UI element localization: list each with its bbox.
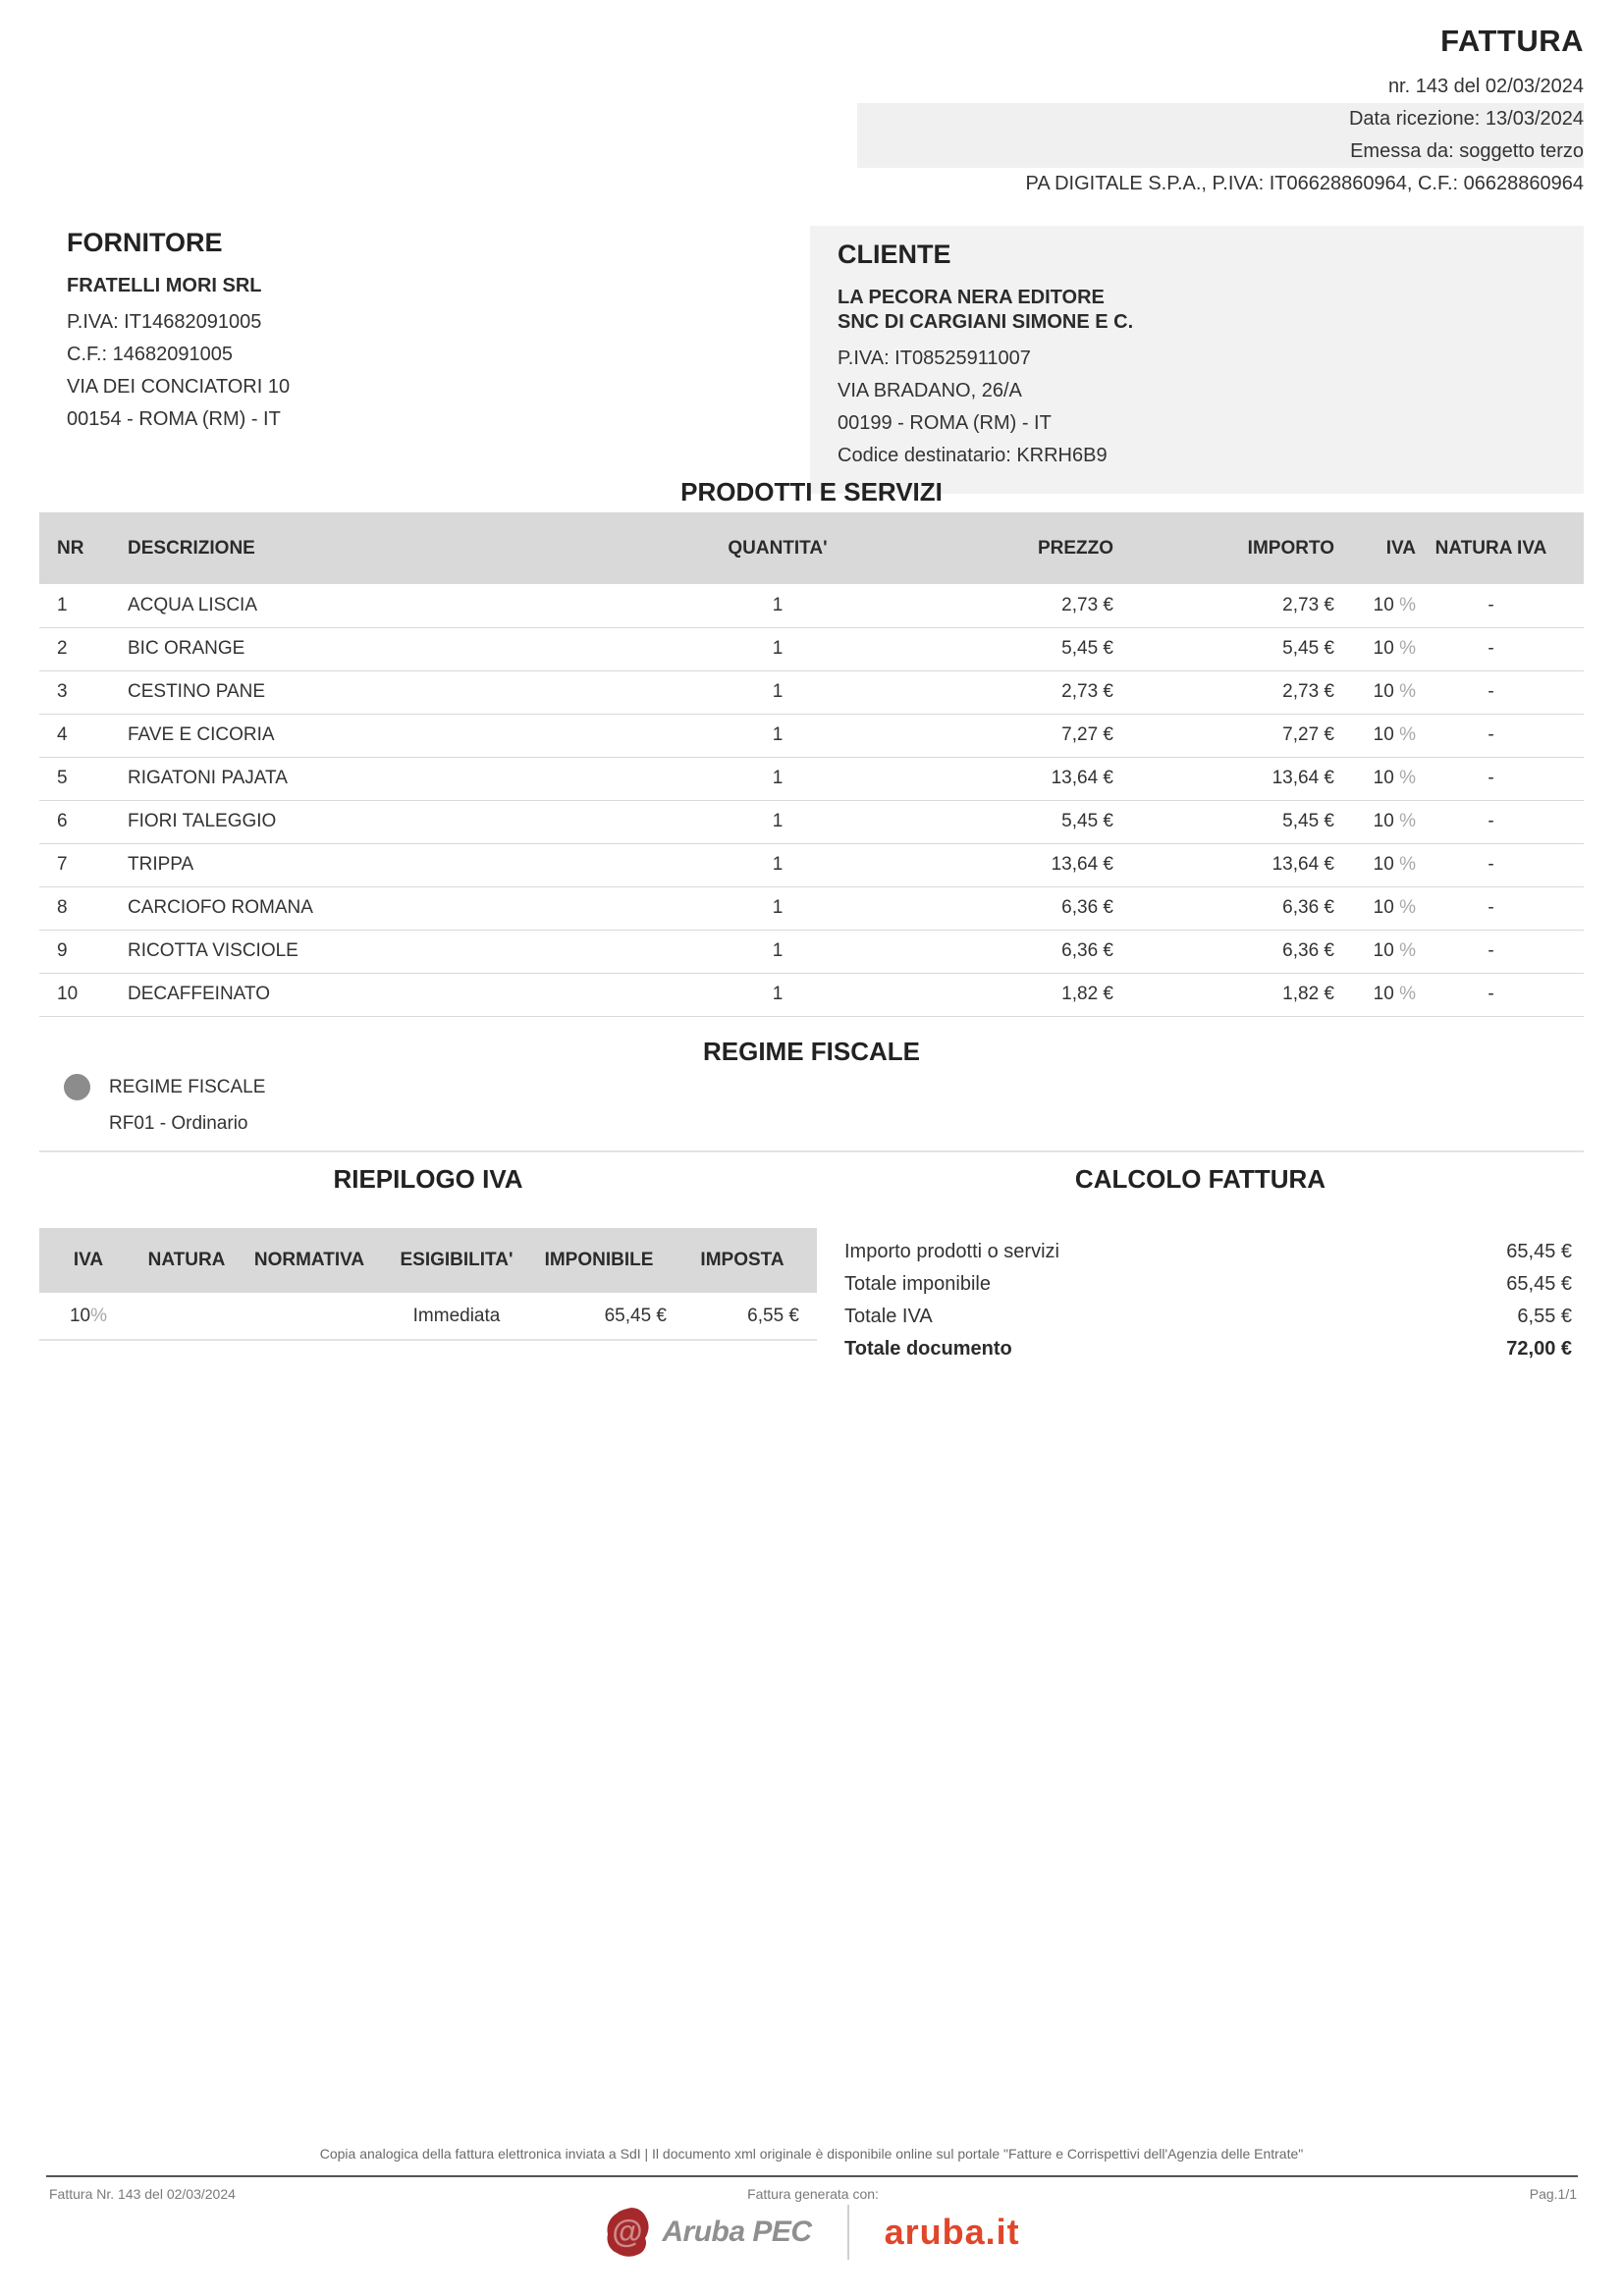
product-row xyxy=(39,714,1584,757)
product-price: 5,45 € xyxy=(866,800,1114,843)
totals-label: Importo prodotti o servizi xyxy=(844,1241,1059,1262)
col-header-iva: IVA xyxy=(1335,512,1417,584)
supplier-name: FRATELLI MORI SRL xyxy=(67,275,262,296)
customer-title: CLIENTE xyxy=(838,240,951,269)
products-section-title: PRODOTTI E SERVIZI xyxy=(680,477,943,507)
product-description: BIC ORANGE xyxy=(90,627,689,670)
product-description: TRIPPA xyxy=(90,843,689,886)
vat-exigibility: Immediata xyxy=(383,1293,530,1340)
totals-value: 65,45 € xyxy=(1506,1241,1572,1262)
products-table xyxy=(39,512,1584,1017)
aruba-it-logo: aruba.it xyxy=(884,2212,1020,2252)
product-nr: 5 xyxy=(39,757,90,800)
footer-disclaimer: Copia analogica della fattura elettronica inviata a SdI | Il documento xml originale è disponibile online sul portale "Fatture e Corrispettivi dell'Agenzia delle Entrate" xyxy=(319,2146,1304,2162)
product-description: CARCIOFO ROMANA xyxy=(90,886,689,930)
product-row xyxy=(39,627,1584,670)
col-header-prezzo: PREZZO xyxy=(866,512,1114,584)
product-amount: 5,45 € xyxy=(1114,627,1335,670)
summary-section xyxy=(39,1164,1584,1365)
vat-col-imposta: IMPOSTA xyxy=(668,1228,817,1293)
vat-col-esigibilita: ESIGIBILITA' xyxy=(383,1228,530,1293)
totals-label: Totale imponibile xyxy=(844,1273,991,1295)
issued-by-line: Emessa da: soggetto terzo xyxy=(857,135,1584,168)
totals-row xyxy=(844,1333,1572,1365)
totals-row xyxy=(844,1268,1572,1301)
vat-summary-row xyxy=(39,1293,817,1340)
supplier-fiscal-code: C.F.: 14682091005 xyxy=(67,344,234,365)
intermediary-line: PA DIGITALE S.P.A., P.IVA: IT06628860964, C.F.: 06628860964 xyxy=(1025,173,1584,194)
product-row xyxy=(39,843,1584,886)
vat-col-natura: NATURA xyxy=(137,1228,236,1293)
product-quantity: 1 xyxy=(689,670,866,714)
product-description: FIORI TALEGGIO xyxy=(90,800,689,843)
totals-value: 72,00 € xyxy=(1506,1338,1572,1360)
invoice-totals-rows xyxy=(844,1236,1572,1365)
product-description: RICOTTA VISCIOLE xyxy=(90,930,689,973)
col-header-descrizione: DESCRIZIONE xyxy=(90,512,689,584)
parties-section xyxy=(39,226,1584,494)
vat-rate: 10% xyxy=(39,1293,137,1340)
vat-summary-header xyxy=(39,1228,817,1293)
product-vat-nature: - xyxy=(1417,584,1584,627)
product-price: 13,64 € xyxy=(866,843,1114,886)
product-vat-nature: - xyxy=(1417,800,1584,843)
col-header-natura-iva: NATURA IVA xyxy=(1417,512,1584,584)
customer-name: LA PECORA NERA EDITORE SNC DI CARGIANI SIMONE E C. xyxy=(838,287,1134,333)
product-nr: 1 xyxy=(39,584,90,627)
supplier-vat: P.IVA: IT14682091005 xyxy=(67,311,262,333)
vat-summary-body xyxy=(39,1293,817,1340)
product-price: 6,36 € xyxy=(866,930,1114,973)
product-vat-rate: 10 % xyxy=(1335,670,1417,714)
svg-text:@: @ xyxy=(612,2214,643,2249)
products-table-header xyxy=(39,512,1584,584)
product-vat-nature: - xyxy=(1417,627,1584,670)
product-quantity: 1 xyxy=(689,714,866,757)
product-vat-nature: - xyxy=(1417,670,1584,714)
vat-regulation xyxy=(236,1293,383,1340)
product-vat-nature: - xyxy=(1417,714,1584,757)
product-nr: 9 xyxy=(39,930,90,973)
product-vat-rate: 10 % xyxy=(1335,930,1417,973)
supplier-block xyxy=(39,226,776,494)
customer-block xyxy=(810,226,1584,494)
footer-divider xyxy=(46,2175,1578,2177)
vat-col-normativa: NORMATIVA xyxy=(236,1228,383,1293)
product-row xyxy=(39,930,1584,973)
regime-section-title: REGIME FISCALE xyxy=(702,1037,920,1066)
product-price: 5,45 € xyxy=(866,627,1114,670)
footer-invoice-ref: Fattura Nr. 143 del 02/03/2024 xyxy=(49,2186,236,2202)
wax-seal-at-icon xyxy=(603,2206,652,2259)
product-price: 6,36 € xyxy=(866,886,1114,930)
product-description: RIGATONI PAJATA xyxy=(90,757,689,800)
totals-label: Totale documento xyxy=(844,1338,1012,1360)
product-amount: 13,64 € xyxy=(1114,843,1335,886)
product-description: DECAFFEINATO xyxy=(90,973,689,1016)
totals-value: 6,55 € xyxy=(1517,1306,1572,1327)
footer-logos xyxy=(0,2205,1623,2260)
vat-nature xyxy=(137,1293,236,1340)
product-vat-nature: - xyxy=(1417,843,1584,886)
product-description: CESTINO PANE xyxy=(90,670,689,714)
product-row xyxy=(39,670,1584,714)
vat-col-iva: IVA xyxy=(39,1228,137,1293)
regime-block xyxy=(64,1074,265,1135)
product-quantity: 1 xyxy=(689,973,866,1016)
totals-row xyxy=(844,1301,1572,1333)
supplier-address: VIA DEI CONCIATORI 10 xyxy=(67,376,291,398)
product-amount: 2,73 € xyxy=(1114,584,1335,627)
logo-divider xyxy=(847,2205,849,2260)
col-header-nr: NR xyxy=(39,512,90,584)
product-quantity: 1 xyxy=(689,627,866,670)
vat-taxable: 65,45 € xyxy=(530,1293,668,1340)
col-header-importo: IMPORTO xyxy=(1114,512,1335,584)
document-header xyxy=(857,24,1584,200)
product-nr: 8 xyxy=(39,886,90,930)
product-quantity: 1 xyxy=(689,584,866,627)
product-vat-rate: 10 % xyxy=(1335,757,1417,800)
customer-recipient-code: Codice destinatario: KRRH6B9 xyxy=(838,445,1108,466)
customer-city: 00199 - ROMA (RM) - IT xyxy=(838,412,1052,434)
product-vat-rate: 10 % xyxy=(1335,886,1417,930)
product-nr: 10 xyxy=(39,973,90,1016)
product-amount: 1,82 € xyxy=(1114,973,1335,1016)
product-quantity: 1 xyxy=(689,843,866,886)
totals-label: Totale IVA xyxy=(844,1306,933,1327)
product-nr: 7 xyxy=(39,843,90,886)
product-quantity: 1 xyxy=(689,800,866,843)
col-header-quantita: QUANTITA' xyxy=(689,512,866,584)
product-row xyxy=(39,757,1584,800)
vat-col-imponibile: IMPONIBILE xyxy=(530,1228,668,1293)
reception-date-line: Data ricezione: 13/03/2024 xyxy=(857,103,1584,135)
vat-tax: 6,55 € xyxy=(668,1293,817,1340)
aruba-pec-label: Aruba PEC xyxy=(662,2216,812,2248)
product-quantity: 1 xyxy=(689,930,866,973)
product-quantity: 1 xyxy=(689,886,866,930)
regime-bullet-icon xyxy=(64,1074,90,1100)
product-price: 1,82 € xyxy=(866,973,1114,1016)
product-vat-nature: - xyxy=(1417,757,1584,800)
vat-summary-block xyxy=(39,1164,817,1365)
document-title: FATTURA xyxy=(1440,24,1584,58)
supplier-title: FORNITORE xyxy=(67,228,223,257)
products-table-body xyxy=(39,584,1584,1016)
section-divider xyxy=(39,1150,1584,1152)
product-row xyxy=(39,886,1584,930)
totals-value: 65,45 € xyxy=(1506,1273,1572,1295)
product-nr: 4 xyxy=(39,714,90,757)
footer-bar xyxy=(49,2186,1577,2202)
product-nr: 3 xyxy=(39,670,90,714)
product-amount: 13,64 € xyxy=(1114,757,1335,800)
customer-vat: P.IVA: IT08525911007 xyxy=(838,347,1031,369)
product-vat-nature: - xyxy=(1417,973,1584,1016)
product-vat-rate: 10 % xyxy=(1335,627,1417,670)
product-price: 2,73 € xyxy=(866,584,1114,627)
product-description: ACQUA LISCIA xyxy=(90,584,689,627)
product-row xyxy=(39,800,1584,843)
product-price: 7,27 € xyxy=(866,714,1114,757)
product-amount: 6,36 € xyxy=(1114,930,1335,973)
product-description: FAVE E CICORIA xyxy=(90,714,689,757)
product-amount: 5,45 € xyxy=(1114,800,1335,843)
product-amount: 6,36 € xyxy=(1114,886,1335,930)
product-price: 2,73 € xyxy=(866,670,1114,714)
product-amount: 2,73 € xyxy=(1114,670,1335,714)
product-vat-nature: - xyxy=(1417,886,1584,930)
supplier-city: 00154 - ROMA (RM) - IT xyxy=(67,408,281,430)
invoice-number-line: nr. 143 del 02/03/2024 xyxy=(1387,76,1584,97)
footer-generated-with: Fattura generata con: xyxy=(747,2186,879,2202)
product-nr: 6 xyxy=(39,800,90,843)
totals-row xyxy=(844,1236,1572,1268)
regime-legend xyxy=(64,1074,265,1100)
product-price: 13,64 € xyxy=(866,757,1114,800)
product-vat-rate: 10 % xyxy=(1335,800,1417,843)
product-vat-rate: 10 % xyxy=(1335,584,1417,627)
vat-summary-table xyxy=(39,1228,817,1341)
product-vat-nature: - xyxy=(1417,930,1584,973)
regime-value: RF01 - Ordinario xyxy=(109,1113,248,1134)
product-nr: 2 xyxy=(39,627,90,670)
product-row xyxy=(39,973,1584,1016)
aruba-pec-logo xyxy=(603,2206,811,2259)
footer-page-number: Pag.1/1 xyxy=(1529,2186,1578,2202)
product-vat-rate: 10 % xyxy=(1335,714,1417,757)
product-vat-rate: 10 % xyxy=(1335,843,1417,886)
customer-address: VIA BRADANO, 26/A xyxy=(838,380,1022,401)
invoice-totals-block xyxy=(817,1164,1584,1365)
regime-legend-label: REGIME FISCALE xyxy=(109,1076,266,1097)
vat-summary-title: RIEPILOGO IVA xyxy=(333,1164,523,1194)
product-quantity: 1 xyxy=(689,757,866,800)
product-amount: 7,27 € xyxy=(1114,714,1335,757)
product-vat-rate: 10 % xyxy=(1335,973,1417,1016)
invoice-totals-title: CALCOLO FATTURA xyxy=(1074,1164,1326,1194)
product-row xyxy=(39,584,1584,627)
